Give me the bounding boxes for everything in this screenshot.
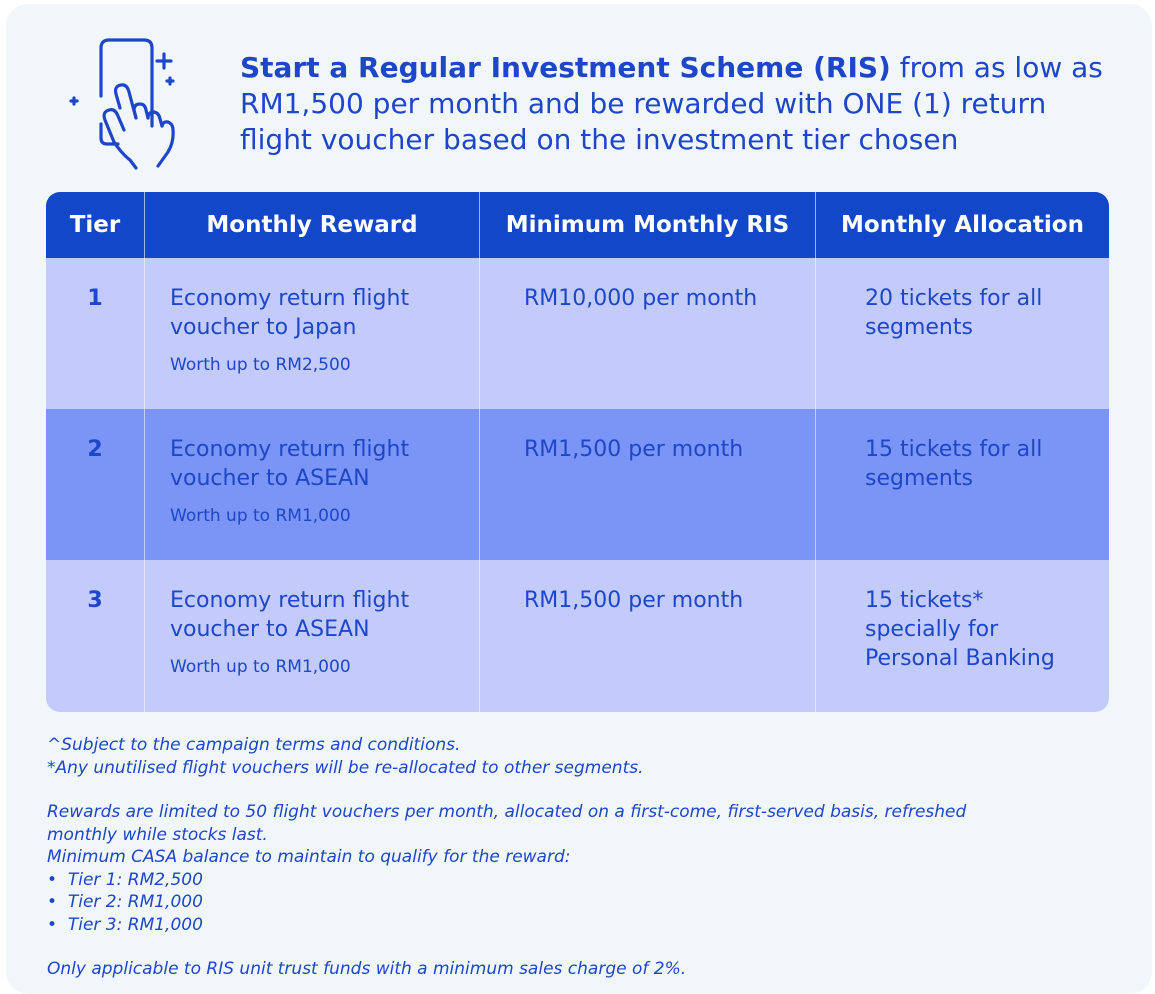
header-minimum-monthly-ris: Minimum Monthly RIS <box>480 192 816 258</box>
reward-title: Economy return flight voucher to Japan <box>170 286 410 340</box>
reward-worth: Worth up to RM1,000 <box>170 657 351 677</box>
table-row <box>46 258 1109 409</box>
header-monthly-reward: Monthly Reward <box>145 192 480 258</box>
note-bullet-tier2: • Tier 2: RM1,000 <box>47 891 1087 914</box>
table-row <box>46 560 1109 712</box>
headline-line3: flight voucher based on the investment tier chosen <box>240 123 959 156</box>
allocation: 15 tickets* specially for Personal Banking <box>865 588 1055 671</box>
allocation: 15 tickets for all segments <box>865 437 1043 491</box>
note-limit-line1: Rewards are limited to 50 flight vouchers per month, allocated on a first-come, first-served basis, refreshed <box>47 802 967 822</box>
footnotes <box>47 734 1087 981</box>
table-header-row <box>46 192 1109 258</box>
promo-card <box>6 4 1152 994</box>
headline-line2: RM1,500 per month and be rewarded with ONE (1) return <box>240 87 1047 120</box>
tier-number: 2 <box>87 437 103 462</box>
minimum-ris: RM10,000 per month <box>524 286 758 311</box>
headline <box>240 50 1120 158</box>
note-casa: Minimum CASA balance to maintain to qualify for the reward: <box>47 847 571 867</box>
reward-worth: Worth up to RM1,000 <box>170 506 351 526</box>
table-row <box>46 409 1109 560</box>
tier-table <box>46 192 1109 712</box>
allocation: 20 tickets for all segments <box>865 286 1043 340</box>
headline-line1-rest: from as low as <box>890 51 1103 84</box>
tap-phone-icon <box>64 34 189 174</box>
reward-worth: Worth up to RM2,500 <box>170 355 351 375</box>
tier-number: 1 <box>87 286 103 311</box>
note-bullet-tier1: • Tier 1: RM2,500 <box>47 869 1087 892</box>
tier-number: 3 <box>87 588 103 613</box>
note-applicable: Only applicable to RIS unit trust funds with a minimum sales charge of 2%. <box>47 959 687 979</box>
note-unutilised: *Any unutilised flight vouchers will be re-allocated to other segments. <box>47 757 644 778</box>
note-limit-line2: monthly while stocks last. <box>47 824 268 845</box>
note-terms: ^Subject to the campaign terms and conditions. <box>47 735 461 755</box>
reward-title: Economy return flight voucher to ASEAN <box>170 437 410 491</box>
header-tier: Tier <box>46 192 145 258</box>
minimum-ris: RM1,500 per month <box>524 588 744 613</box>
reward-title: Economy return flight voucher to ASEAN <box>170 588 410 642</box>
note-bullet-tier3: • Tier 3: RM1,000 <box>47 914 1087 937</box>
minimum-ris: RM1,500 per month <box>524 437 744 462</box>
headline-bold: Start a Regular Investment Scheme (RIS) <box>240 51 891 84</box>
header-monthly-allocation: Monthly Allocation <box>841 212 1084 238</box>
